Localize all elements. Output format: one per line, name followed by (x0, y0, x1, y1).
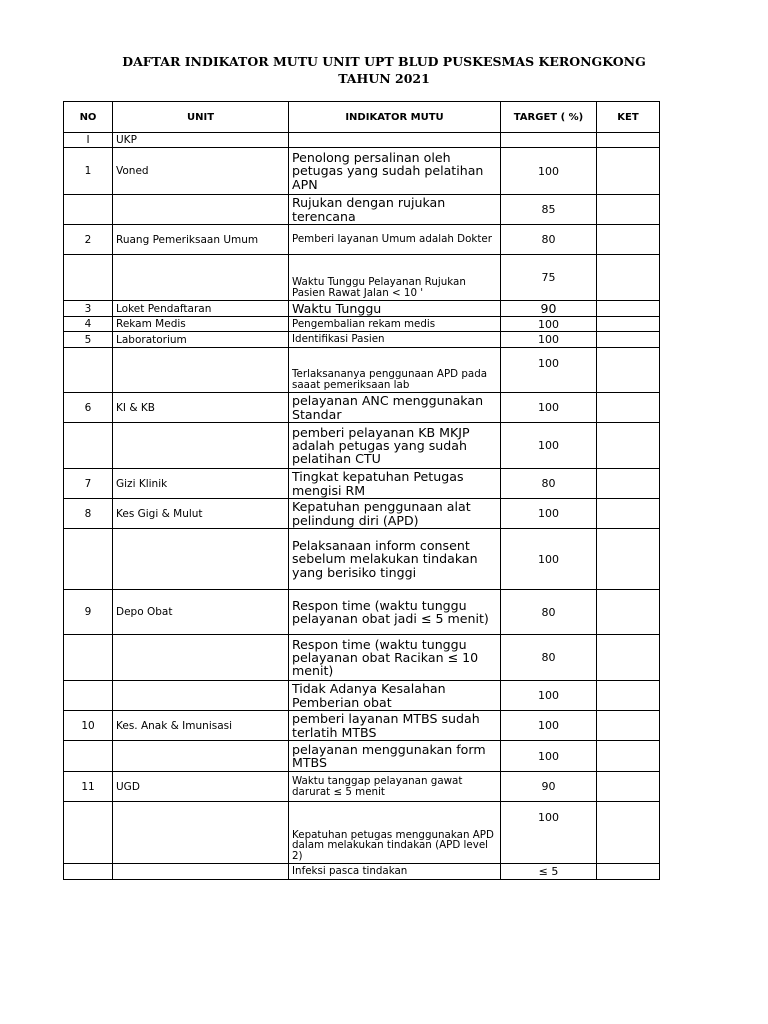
cell-target: 80 (501, 590, 597, 635)
cell-unit: UKP (113, 133, 289, 148)
cell-unit (113, 529, 289, 590)
cell-no: 6 (64, 393, 113, 423)
cell-target: 85 (501, 195, 597, 225)
cell-indicator: Pengembalian rekam medis (289, 317, 501, 332)
cell-indicator: Terlaksananya penggunaan APD pada saaat pemeriksaan lab (289, 348, 501, 393)
header-ket: KET (597, 102, 660, 133)
cell-no: 9 (64, 590, 113, 635)
document-title (0, 53, 768, 87)
cell-ket (597, 469, 660, 499)
cell-indicator: Infeksi pasca tindakan (289, 864, 501, 880)
cell-indicator: Waktu Tunggu (289, 301, 501, 317)
header-indicator: INDIKATOR MUTU (289, 102, 501, 133)
cell-indicator: Kepatuhan petugas menggunakan APD dalam melakukan tindakan (APD level 2) (289, 802, 501, 864)
table-row (64, 711, 660, 741)
table-row (64, 393, 660, 423)
table-row (64, 864, 660, 880)
cell-no: 11 (64, 772, 113, 802)
cell-unit: Voned (113, 148, 289, 195)
cell-no (64, 802, 113, 864)
cell-ket (597, 864, 660, 880)
cell-unit: UGD (113, 772, 289, 802)
cell-no (64, 864, 113, 880)
cell-unit: Gizi Klinik (113, 469, 289, 499)
cell-unit (113, 423, 289, 469)
cell-ket (597, 301, 660, 317)
cell-no: 4 (64, 317, 113, 332)
table-row (64, 255, 660, 301)
cell-indicator: Rujukan dengan rujukan terencana (289, 195, 501, 225)
cell-no: 1 (64, 148, 113, 195)
cell-no: 3 (64, 301, 113, 317)
cell-target: 100 (501, 148, 597, 195)
cell-indicator: Tidak Adanya Kesalahan Pemberian obat (289, 681, 501, 711)
cell-target: 90 (501, 772, 597, 802)
cell-indicator: Kepatuhan penggunaan alat pelindung diri (APD) (289, 499, 501, 529)
cell-unit (113, 802, 289, 864)
cell-target: 100 (501, 332, 597, 348)
cell-no: 2 (64, 225, 113, 255)
cell-ket (597, 348, 660, 393)
table-row (64, 529, 660, 590)
cell-indicator: pemberi layanan MTBS sudah terlatih MTBS (289, 711, 501, 741)
cell-no (64, 348, 113, 393)
table-row (64, 348, 660, 393)
cell-indicator: pelayanan ANC menggunakan Standar (289, 393, 501, 423)
table-row (64, 332, 660, 348)
table-row (64, 499, 660, 529)
cell-ket (597, 681, 660, 711)
indicator-table (63, 101, 660, 880)
cell-indicator: Identifikasi Pasien (289, 332, 501, 348)
cell-target: 80 (501, 469, 597, 499)
cell-target: 100 (501, 711, 597, 741)
cell-no (64, 681, 113, 711)
cell-indicator: Tingkat kepatuhan Petugas mengisi RM (289, 469, 501, 499)
cell-ket (597, 255, 660, 301)
table-row (64, 590, 660, 635)
cell-no (64, 741, 113, 772)
table-row (64, 195, 660, 225)
table-row (64, 225, 660, 255)
table-row (64, 635, 660, 681)
cell-ket (597, 332, 660, 348)
table-row (64, 741, 660, 772)
table-row (64, 802, 660, 864)
cell-unit (113, 681, 289, 711)
cell-target: 100 (501, 741, 597, 772)
cell-unit: Rekam Medis (113, 317, 289, 332)
cell-no (64, 255, 113, 301)
cell-target: 100 (501, 348, 597, 393)
cell-target: 100 (501, 681, 597, 711)
cell-no: 10 (64, 711, 113, 741)
table-row (64, 133, 660, 148)
cell-indicator: Waktu tanggap pelayanan gawat darurat ≤ 5 menit (289, 772, 501, 802)
cell-ket (597, 317, 660, 332)
cell-unit: Kes Gigi & Mulut (113, 499, 289, 529)
cell-no (64, 529, 113, 590)
cell-indicator: pelayanan menggunakan form MTBS (289, 741, 501, 772)
cell-no: 8 (64, 499, 113, 529)
cell-indicator: Respon time (waktu tunggu pelayanan obat Racikan ≤ 10 menit) (289, 635, 501, 681)
table-body (64, 133, 660, 880)
cell-unit (113, 348, 289, 393)
cell-no (64, 423, 113, 469)
cell-no: 7 (64, 469, 113, 499)
cell-target: 100 (501, 393, 597, 423)
cell-no: I (64, 133, 113, 148)
title-line-1: DAFTAR INDIKATOR MUTU UNIT UPT BLUD PUSKESMAS KERONGKONG (122, 54, 646, 69)
cell-ket (597, 195, 660, 225)
cell-unit (113, 195, 289, 225)
cell-target: 80 (501, 225, 597, 255)
cell-ket (597, 423, 660, 469)
cell-target: ≤ 5 (501, 864, 597, 880)
table-row (64, 148, 660, 195)
cell-ket (597, 802, 660, 864)
cell-target (501, 133, 597, 148)
table-row (64, 423, 660, 469)
cell-target: 100 (501, 499, 597, 529)
title-line-2: TAHUN 2021 (338, 71, 430, 86)
cell-target: 75 (501, 255, 597, 301)
cell-no: 5 (64, 332, 113, 348)
cell-unit (113, 635, 289, 681)
cell-indicator: Pemberi layanan Umum adalah Dokter (289, 225, 501, 255)
cell-target: 90 (501, 301, 597, 317)
cell-target: 100 (501, 802, 597, 864)
cell-indicator (289, 133, 501, 148)
cell-ket (597, 711, 660, 741)
cell-unit: Loket Pendaftaran (113, 301, 289, 317)
cell-target: 100 (501, 423, 597, 469)
cell-unit: Kes. Anak & Imunisasi (113, 711, 289, 741)
cell-target: 80 (501, 635, 597, 681)
table-row (64, 317, 660, 332)
cell-ket (597, 741, 660, 772)
cell-unit: Ruang Pemeriksaan Umum (113, 225, 289, 255)
cell-ket (597, 529, 660, 590)
header-unit: UNIT (113, 102, 289, 133)
cell-ket (597, 225, 660, 255)
cell-ket (597, 148, 660, 195)
cell-no (64, 195, 113, 225)
cell-ket (597, 772, 660, 802)
header-no: NO (64, 102, 113, 133)
cell-no (64, 635, 113, 681)
cell-indicator: Pelaksanaan inform consent sebelum melakukan tindakan yang berisiko tinggi (289, 529, 501, 590)
table-header-row (64, 102, 660, 133)
cell-indicator: Waktu Tunggu Pelayanan Rujukan Pasien Rawat Jalan < 10 ' (289, 255, 501, 301)
cell-unit (113, 864, 289, 880)
cell-unit (113, 255, 289, 301)
table-row (64, 469, 660, 499)
cell-ket (597, 590, 660, 635)
cell-unit: Laboratorium (113, 332, 289, 348)
table-row (64, 681, 660, 711)
cell-ket (597, 499, 660, 529)
header-target: TARGET ( %) (501, 102, 597, 133)
cell-target: 100 (501, 317, 597, 332)
cell-ket (597, 393, 660, 423)
cell-unit: Depo Obat (113, 590, 289, 635)
cell-unit (113, 741, 289, 772)
cell-indicator: pemberi pelayanan KB MKJP adalah petugas yang sudah pelatihan CTU (289, 423, 501, 469)
cell-ket (597, 635, 660, 681)
table-row (64, 772, 660, 802)
cell-indicator: Penolong persalinan oleh petugas yang sudah pelatihan APN (289, 148, 501, 195)
cell-ket (597, 133, 660, 148)
cell-indicator: Respon time (waktu tunggu pelayanan obat jadi ≤ 5 menit) (289, 590, 501, 635)
cell-target: 100 (501, 529, 597, 590)
table-row (64, 301, 660, 317)
cell-unit: KI & KB (113, 393, 289, 423)
